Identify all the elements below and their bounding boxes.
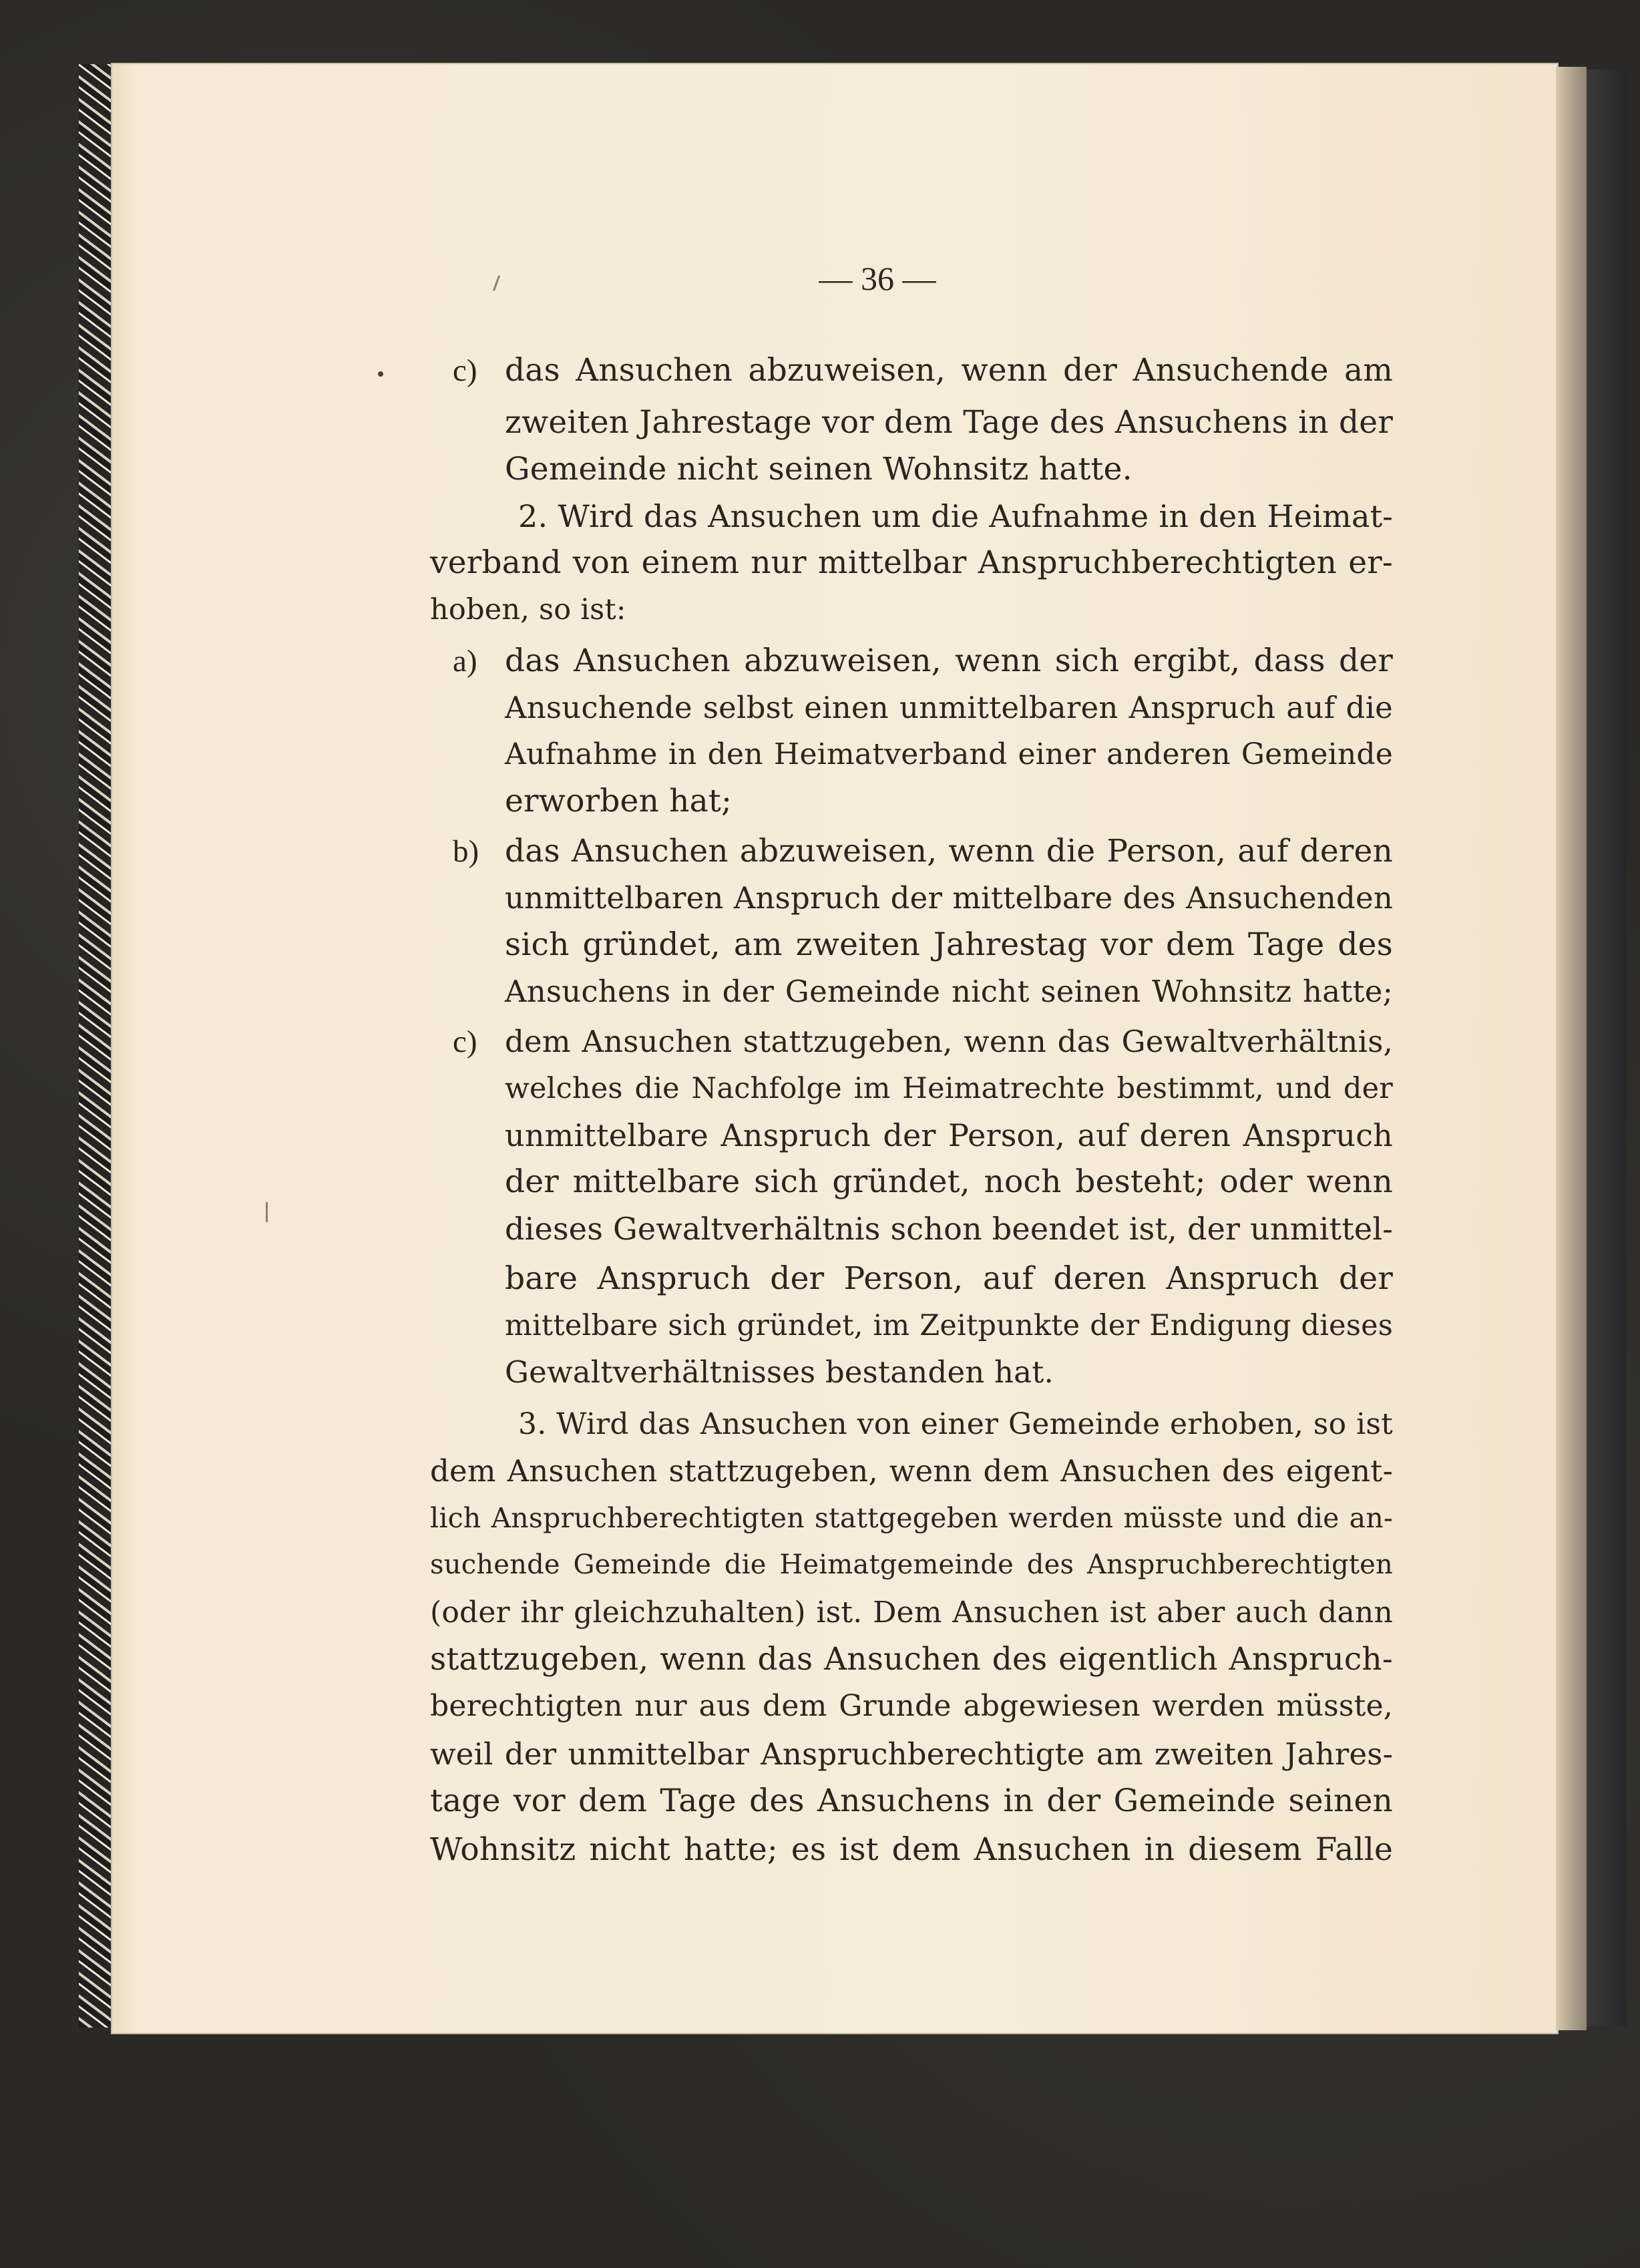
list-label: c): [453, 353, 477, 388]
book-cover-edge: [1587, 69, 1627, 2026]
text-line: Ansuchende selbst einen unmittelbaren Anspruch auf die: [505, 690, 1393, 725]
text-line: mittelbare sich gründet, im Zeitpunkte der Endigung dieses: [505, 1309, 1393, 1342]
text-line: verband von einem nur mittelbar Anspruchberechtigten er-: [430, 544, 1393, 581]
text-line: das Ansuchen abzuweisen, wenn der Ansuchende am: [505, 352, 1393, 389]
text-line: Gemeinde nicht seinen Wohnsitz hatte.: [505, 451, 1133, 488]
text-line: tage vor dem Tage des Ansuchens in der Gemeinde seinen: [430, 1782, 1393, 1819]
list-label: c): [453, 1024, 477, 1059]
margin-dot: [378, 371, 383, 377]
text-line: (oder ihr gleichzuhalten) ist. Dem Ansuchen ist aber auch dann: [430, 1595, 1393, 1630]
list-label: a): [453, 644, 477, 679]
text-line: sich gründet, am zweiten Jahrestag vor dem Tage des: [505, 926, 1393, 963]
text-line: berechtigten nur aus dem Grunde abgewiesen werden müsste,: [430, 1689, 1393, 1723]
margin-mark: [266, 1202, 268, 1222]
text-line: dieses Gewaltverhältnis schon beendet ist, der unmittel-: [505, 1211, 1393, 1247]
text-line: lich Anspruchberechtigten stattgegeben werden müsste und die an-: [430, 1502, 1393, 1534]
text-line: dem Ansuchen stattzugeben, wenn dem Ansuchen des eigent-: [430, 1453, 1393, 1489]
text-line: unmittelbare Anspruch der Person, auf deren Anspruch: [505, 1117, 1393, 1153]
text-line: Aufnahme in den Heimatverband einer anderen Gemeinde: [505, 737, 1393, 771]
text-line: stattzugeben, wenn das Ansuchen des eigentlich Anspruch-: [430, 1641, 1393, 1678]
text-line: weil der unmittelbar Anspruchberechtigte am zweiten Jahres-: [430, 1736, 1393, 1772]
marbled-board-edge: [79, 64, 113, 2028]
text-line: bare Anspruch der Person, auf deren Anspruch der: [505, 1260, 1393, 1297]
text-line: 3. Wird das Ansuchen von einer Gemeinde erhoben, so ist: [518, 1407, 1393, 1441]
text-line: zweiten Jahrestage vor dem Tage des Ansuchens in der: [505, 404, 1393, 441]
page-number: — 36 —: [819, 260, 936, 297]
text-line: erworben hat;: [505, 783, 732, 819]
text-line: das Ansuchen abzuweisen, wenn sich ergibt, dass der: [505, 642, 1393, 679]
text-line: dem Ansuchen stattzugeben, wenn das Gewaltverhältnis,: [505, 1024, 1393, 1059]
text-line: unmittelbaren Anspruch der mittelbare des Ansuchenden: [505, 880, 1393, 916]
text-line: Gewaltverhältnisses bestanden hat.: [505, 1354, 1054, 1390]
text-line: Ansuchens in der Gemeinde nicht seinen Wohnsitz hatte;: [505, 974, 1393, 1009]
text-line: der mittelbare sich gründet, noch besteht; oder wenn: [505, 1163, 1393, 1200]
text-line: suchende Gemeinde die Heimatgemeinde des Anspruchberechtigten: [430, 1549, 1393, 1580]
page-stack-edge: [1556, 67, 1587, 2030]
text-line: Wohnsitz nicht hatte; es ist dem Ansuchen in diesem Falle: [430, 1831, 1393, 1868]
list-label: b): [453, 834, 479, 869]
text-line: welches die Nachfolge im Heimatrechte bestimmt, und der: [505, 1072, 1393, 1105]
text-line: hoben, so ist:: [430, 593, 626, 626]
text-line: das Ansuchen abzuweisen, wenn die Person, auf deren: [505, 833, 1393, 870]
text-line: 2. Wird das Ansuchen um die Aufnahme in den Heimat-: [518, 498, 1393, 534]
